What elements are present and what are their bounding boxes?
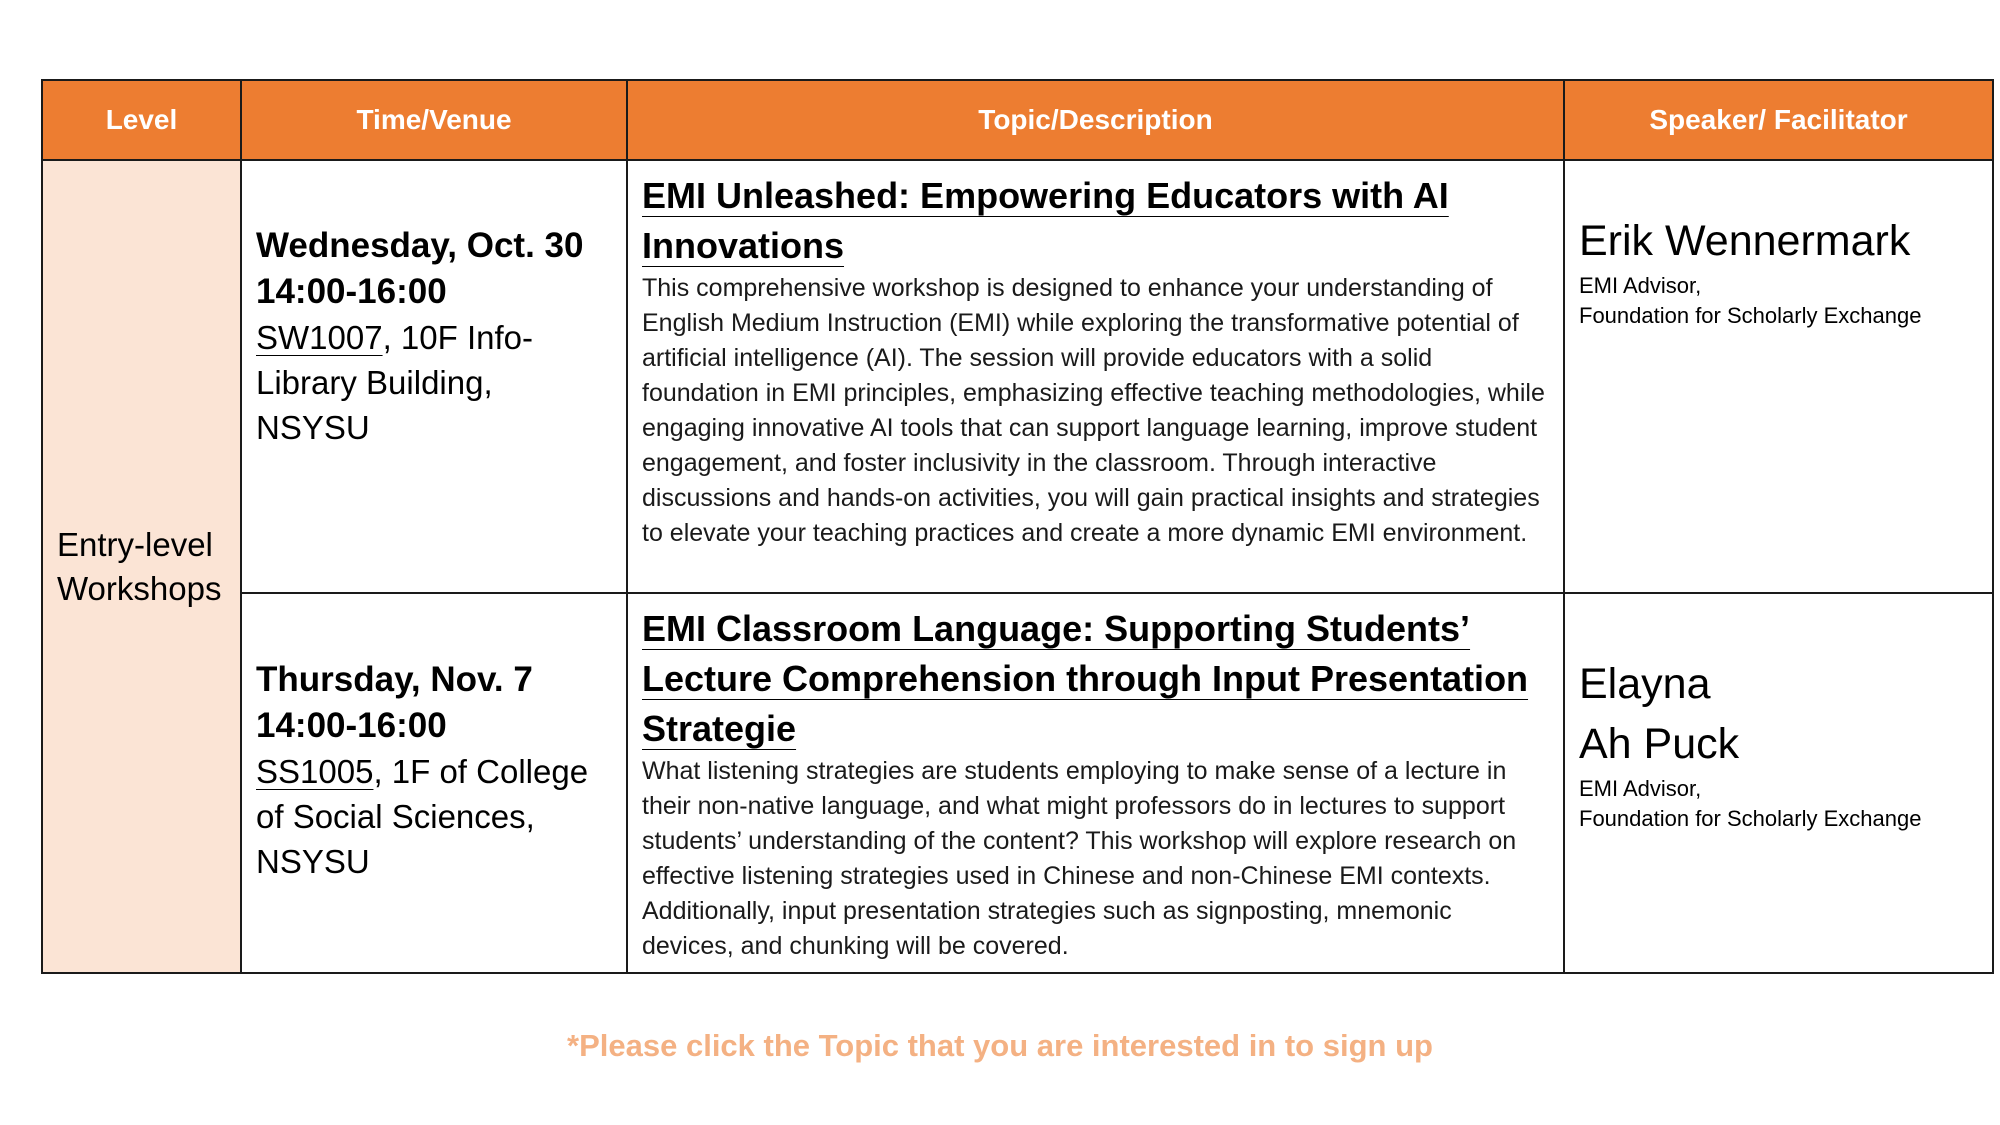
topic-cell xyxy=(627,160,1564,593)
speaker-organization: Foundation for Scholarly Exchange xyxy=(1579,806,1922,831)
venue-text: , 10F Info-Library Building, NSYSU xyxy=(256,319,533,446)
level-cell: Entry-level Workshops xyxy=(42,160,241,973)
topic-cell xyxy=(627,593,1564,973)
workshop-day: Thursday, Nov. 7 xyxy=(256,660,533,699)
header-topic-description: Topic/Description xyxy=(627,80,1564,160)
speaker-cell xyxy=(1564,160,1993,593)
header-level: Level xyxy=(42,80,241,160)
workshop-schedule-table xyxy=(41,79,1994,974)
speaker-organization: Foundation for Scholarly Exchange xyxy=(1579,303,1922,328)
speaker-name: Erik Wennermark xyxy=(1579,217,1911,265)
venue-text: , 1F of College of Social Sciences, NSYSU xyxy=(256,753,589,880)
room-link[interactable]: SS1005 xyxy=(256,753,374,790)
topic-description: This comprehensive workshop is designed to enhance your understanding of English Medium Instruction (EMI) while exploring the transformative potential of artificial intelligence (AI). The session will provide educators with a solid foundation in EMI principles, emphasizing effective teaching methodologies, while engaging innovative AI tools that can support language learning, improve student engagement, and foster inclusivity in the classroom. Through interactive discussions and hands-on activities, you will gain practical insights and strategies to elevate your teaching practices and create a more dynamic EMI environment. xyxy=(642,274,1545,547)
time-venue-cell xyxy=(241,593,627,973)
speaker-name-last: Ah Puck xyxy=(1579,720,1740,768)
topic-description: What listening strategies are students employing to make sense of a lecture in their non-native language, and what might professors do in lectures to support students’ understanding of the content? This workshop will explore research on effective listening strategies used in Chinese and non-Chinese EMI contexts. Additionally, input presentation strategies such as signposting, mnemonic devices, and chunking will be covered. xyxy=(642,757,1517,960)
speaker-role: EMI Advisor, xyxy=(1579,273,1702,298)
workshop-venue xyxy=(256,749,612,884)
workshop-hours: 14:00-16:00 xyxy=(256,706,447,745)
topic-signup-link[interactable]: EMI Unleashed: Empowering Educators with AI Innovations xyxy=(642,175,1449,266)
table-row xyxy=(42,593,1993,973)
table-row xyxy=(42,160,1993,593)
room-link[interactable]: SW1007 xyxy=(256,319,383,356)
header-time-venue: Time/Venue xyxy=(241,80,627,160)
header-speaker-facilitator: Speaker/ Facilitator xyxy=(1564,80,1993,160)
topic-signup-link[interactable]: EMI Classroom Language: Supporting Students’ Lecture Comprehension through Input Presentation Strategie xyxy=(642,608,1529,749)
speaker-cell xyxy=(1564,593,1993,973)
time-venue-cell xyxy=(241,160,627,593)
workshop-day: Wednesday, Oct. 30 xyxy=(256,226,584,265)
speaker-role: EMI Advisor, xyxy=(1579,776,1702,801)
header-row xyxy=(42,80,1993,160)
speaker-name-first: Elayna xyxy=(1579,660,1711,708)
workshop-hours: 14:00-16:00 xyxy=(256,272,447,311)
workshop-venue xyxy=(256,315,612,450)
signup-footnote: *Please click the Topic that you are interested in to sign up xyxy=(567,1028,1433,1063)
